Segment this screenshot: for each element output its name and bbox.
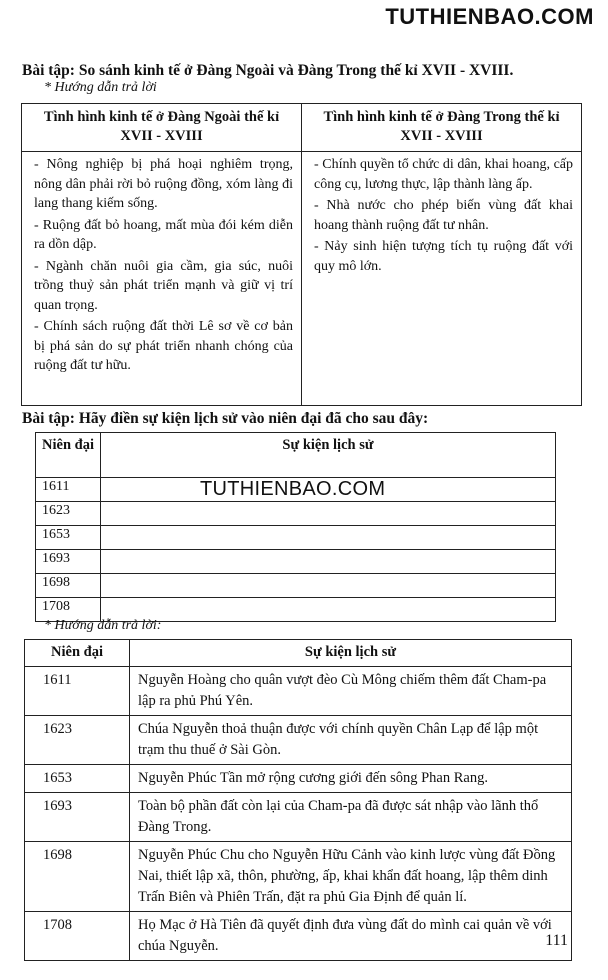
dang-ngoai-item: - Ngành chăn nuôi gia cầm, gia súc, nuôi trồng thuỷ sản phát triển mạnh và giữ vị trí quan trọng. — [34, 258, 293, 313]
dang-trong-item: - Nảy sinh hiện tượng tích tụ ruộng đất với quy mô lớn. — [314, 239, 573, 274]
center-watermark: TUTHIENBAO.COM — [200, 478, 386, 500]
table-row — [25, 716, 572, 765]
answer-header-row — [25, 640, 572, 667]
col-dang-trong-header: Tình hình kinh tế ở Đàng Trong thế kỉ XVII - XVIII — [302, 104, 582, 152]
year-cell: 1698 — [25, 842, 130, 912]
answer-table — [24, 639, 572, 961]
dang-trong-item: - Chính quyền tổ chức di dân, khai hoang, cấp công cụ, lương thực, lập thành làng ấp. — [314, 157, 573, 192]
year-header: Niên đại — [25, 640, 130, 667]
fill-in-header-row — [36, 433, 556, 478]
year-cell: 1611 — [25, 667, 130, 716]
dang-trong-item: - Nhà nước cho phép biến vùng đất khai hoang thành ruộng đất tư nhân. — [314, 198, 573, 233]
blank-event-cell — [101, 598, 556, 622]
year-cell: 1653 — [25, 765, 130, 793]
blank-event-cell — [101, 550, 556, 574]
year-header: Niên đại — [36, 433, 101, 478]
dang-trong-cell — [302, 152, 582, 406]
year-cell: 1698 — [36, 574, 101, 598]
table-row — [25, 793, 572, 842]
dang-ngoai-item: - Ruộng đất bỏ hoang, mất mùa đói kém diễn ra dồn dập. — [34, 217, 293, 252]
event-cell: Chúa Nguyễn thoả thuận được với chính quyền Chân Lạp để lập một trạm thu thuế ở Sài Gòn. — [130, 716, 572, 765]
event-cell: Nguyễn Hoàng cho quân vượt đèo Cù Mông chiếm thêm đất Cham-pa lập ra phủ Phú Yên. — [130, 667, 572, 716]
dang-ngoai-cell — [22, 152, 302, 406]
comparison-table — [21, 103, 582, 406]
event-cell: Nguyễn Phúc Chu cho Nguyễn Hữu Cảnh vào kinh lược vùng đất Đồng Nai, thiết lập xã, thôn, phường, ấp, khai khẩn đất hoang, lập thêm dinh Trấn Biên và Phiên Trấn, đặt ra phủ Gia Định để quản lí. — [130, 842, 572, 912]
table-row — [36, 502, 556, 526]
table-row — [36, 550, 556, 574]
year-cell: 1623 — [36, 502, 101, 526]
exercise1-title: Bài tập: So sánh kinh tế ở Đàng Ngoài và Đàng Trong thế kỉ XVII - XVIII. — [22, 62, 514, 79]
year-cell: 1693 — [25, 793, 130, 842]
event-header: Sự kiện lịch sử — [101, 433, 556, 478]
blank-event-cell — [101, 502, 556, 526]
fill-in-table — [35, 432, 556, 622]
table-row — [25, 667, 572, 716]
table-row — [25, 842, 572, 912]
event-cell: Nguyễn Phúc Tần mở rộng cương giới đến sông Phan Rang. — [130, 765, 572, 793]
year-cell: 1611 — [36, 478, 101, 502]
page-number: 111 — [545, 932, 568, 949]
event-cell: Họ Mạc ở Hà Tiên đã quyết định đưa vùng đất do mình cai quản về với chúa Nguyễn. — [130, 912, 572, 961]
year-cell: 1653 — [36, 526, 101, 550]
event-cell: Toàn bộ phần đất còn lại của Cham-pa đã được sát nhập vào lãnh thổ Đàng Trong. — [130, 793, 572, 842]
table-row — [36, 574, 556, 598]
table-row — [36, 526, 556, 550]
year-cell: 1623 — [25, 716, 130, 765]
exercise1-guide: * Hướng dẫn trả lời — [44, 80, 157, 95]
exercise2-title: Bài tập: Hãy điền sự kiện lịch sử vào niên đại đã cho sau đây: — [22, 410, 429, 427]
dang-ngoai-item: - Nông nghiệp bị phá hoại nghiêm trọng, nông dân phải rời bỏ ruộng đồng, xóm làng đi lang thang kiếm sống. — [34, 157, 293, 211]
col-dang-ngoai-header: Tình hình kinh tế ở Đàng Ngoài thế kỉ XVII - XVIII — [22, 104, 302, 152]
blank-event-cell — [101, 526, 556, 550]
year-cell: 1708 — [36, 598, 101, 622]
blank-event-cell — [101, 574, 556, 598]
comparison-header-row — [22, 104, 582, 152]
table-row — [25, 912, 572, 961]
year-cell: 1708 — [25, 912, 130, 961]
year-cell: 1693 — [36, 550, 101, 574]
answers-guide: * Hướng dẫn trả lời: — [44, 618, 162, 633]
dang-ngoai-item: - Chính sách ruộng đất thời Lê sơ về cơ bản bị phá sản do sự phát triển nhanh chóng của ruộng đất tư hữu. — [34, 319, 293, 373]
site-watermark: TUTHIENBAO.COM — [385, 4, 594, 29]
table-row — [25, 765, 572, 793]
event-header: Sự kiện lịch sử — [130, 640, 572, 667]
comparison-body-row — [22, 152, 582, 406]
